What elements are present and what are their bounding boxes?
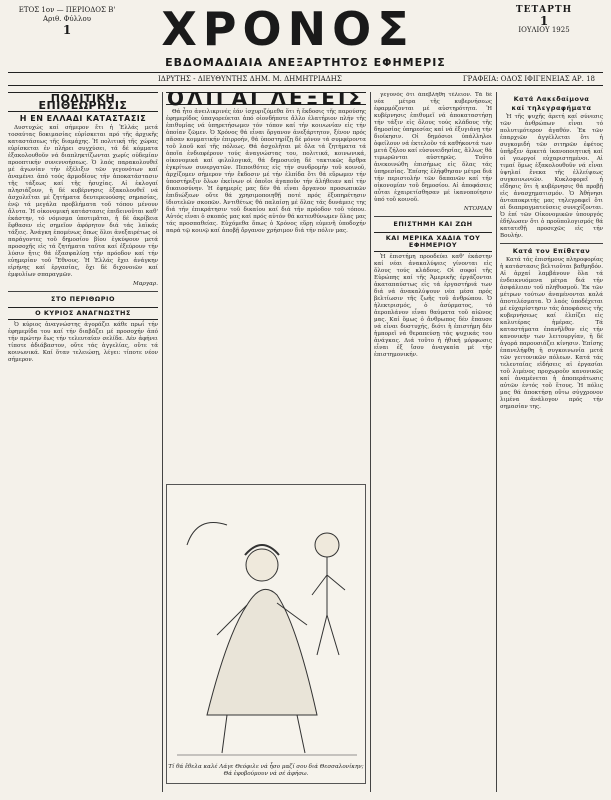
article-body: Ἡ τῆς ψυχῆς ἀρετή καί σύνεσις τῶν ἀνθρώπων εἶναι τό πολυτιμότερον ἀγαθόν. Ἐκ τῶν ἐπαρχιῶν ἀγγέλλεται ὅτι ἡ συγκομιδή τῶν σιτηρῶν ἐφέτος ὑπῆρξεν ἀρκετά ἱκανοποιητική καί οἱ γεωργοί εὐχαριστημένοι. Αἱ τιμαί ὅμως ἐξακολουθοῦν νά εἶναι ὑψηλαί ἕνεκα τῆς ἐλλείψεως συγκοινωνιῶν. Κυκλοφορεῖ ἡ εἴδησις ὅτι ἡ κυβέρνησις θά προβῇ εἰς ἀνασχηματισμόν. Ὁ Ἀθήνησι ἀνταποκριτής μας τηλεγραφεῖ ὅτι αἱ διαπραγματεύσεις συνεχίζονται. Ὁ ἐπί τῶν Οἰκονομικῶν ὑπουργός ἐδήλωσεν ὅτι ὁ προϋπολογισμός θά κατατεθῇ προσεχῶς εἰς τήν Βουλήν. xyxy=(500,114,603,239)
issue-label: Αριθ. Φύλλου xyxy=(43,15,91,23)
article-signature: Μαργαρ. xyxy=(133,281,158,287)
month-year: ΙΟΥΛΙΟΥ 1925 xyxy=(518,26,570,34)
day-number: 1 xyxy=(539,14,549,28)
section-title-epithetan: Κατά τον Επίθεταν xyxy=(512,247,591,255)
column-telegrams xyxy=(500,92,603,792)
section-title-political-review: ΠΟΛΙΤΙΚΗ ΕΠΙΘΕΩΡΗΣΙΣ xyxy=(8,92,158,112)
article-body: γεγονός ὅτι ἀπεβλήθη τέλειον. Τά δέ νέα μέτρα τῆς κυβερνήσεως ἐφαρμόζονται μέ αὐστηρότητα. Ἡ κυβέρνησις ἐπιθυμεῖ νά ἀποκαταστήσῃ τήν τάξιν εἰς ὅλους τούς κλάδους τῆς δημοσίας ὑπηρεσίας καί νά ἐξυγιάνῃ τήν διοίκησιν. Οἱ δημόσιοι ὑπάλληλοι ὀφείλουν νά ἐκτελοῦν τά καθήκοντά των μετά ζήλου καί εὐσυνειδησίας, ἄλλως θά τιμωρῶνται αὐστηρῶς. Τοῦτο ἀνεκοινώθη ἐπισήμως εἰς ὅλας τάς ὑπηρεσίας. Ἐπίσης ἐλήφθησαν μέτρα διά τήν περιστολήν τῶν δαπανῶν καί τήν οἰκονομίαν τοῦ δημοσίου. Αἱ ἀποφάσεις αὗται ἐχαιρετίσθησαν μέ ἱκανοποίησιν ὑπό τοῦ κοινοῦ. xyxy=(374,92,492,203)
founder-director: ΙΔΡΥΤΗΣ - ΔΙΕΥΘΥΝΤΗΣ ΔΗΜ. Μ. ΔΗΜΗΤΡΙΑΔΗΣ xyxy=(158,75,342,83)
article-title-situation: Η ΕΝ ΕΛΛΑΔΙ ΚΑΤΑΣΤΑΣΙΣ xyxy=(19,114,147,123)
article-title-science: ΚΑΙ ΜΕΡΙΚΑ ΧΑΔΙΑ ΤΟΥ ΕΦΗΜΕΡΙΟΥ xyxy=(374,232,492,252)
article-body: Ὁ κύριος ἀναγνώστης ἀγοράζει κάθε πρωΐ τήν ἐφημερίδα του καί τήν διαβάζει μέ προσοχήν ἀπό τήν πρώτην ἕως τήν τελευταίαν σελίδα. Δέν ἀφήνει τίποτε ἀδιάβαστον, οὔτε τάς ἀγγελίας, οὔτε τά κοινωνικά. Καί ὅταν τελειώσῃ, λέγει: τίποτε νέον σήμερον. xyxy=(8,322,158,363)
section-title-telegrams: Κατά Λακεδαίμονα xyxy=(513,95,590,103)
divider xyxy=(374,216,492,217)
article-body: Κατά τάς ἐπισήμους πληροφορίας ἡ κατάστασις βελτιοῦται βαθμηδόν. Αἱ ἀρχαί λαμβάνουν ὅλα τά ἐνδεικνυόμενα μέτρα διά τήν ἀσφάλειαν τοῦ πληθυσμοῦ. Ἐκ τῶν μέτρων τούτων ἀναμένονται καλά ἀποτελέσματα. Ὁ λαός ὑποδέχεται μέ εὐχαρίστησιν τάς ἀποφάσεις τῆς κυβερνήσεως καί ἐλπίζει εἰς καλυτέρας ἡμέρας. Τά καταστήματα ἐπανῆλθον εἰς τήν κανονικήν των λειτουργίαν, ἡ δέ ἀγορά παρουσιάζει κίνησιν. Ἐπίσης ἐπανελήφθη ἡ συγκοινωνία μετά τῶν γειτονικῶν πόλεων. Κατά τάς τελευταίας εἰδήσεις αἱ ἐργασίαι τοῦ λιμένος προχωροῦν κανονικῶς καί ἀναμένεται ἡ ἀποπεράτωσις αὐτῶν ἐντός τοῦ ἔτους. Ἡ πόλις μας θά ἀποκτήσῃ οὕτω σύγχρονον λιμένα ἀνάλογον πρός τήν σημασίαν της. xyxy=(500,257,603,410)
divider xyxy=(8,291,158,292)
editorial-title: ΟΛΙΓΑΙ ΛΕΞΕΙΣ xyxy=(166,92,366,110)
editorial-body: Θά ἦτο ἀνειλικρινές ἐάν ἰσχυριζόμεθα ὅτι ἡ ἔκδοσις τῆς παρούσης ἐφημερίδος ὑπαγορεύεται ἀπό οἰονδήποτε ἄλλο ἐλατήριον πλήν τῆς ἐπιθυμίας νά ὑπηρετήσωμεν τόν τόπον καί τήν κοινωνίαν εἰς τήν ὁποίαν ζῶμεν. Ὁ Χρόνος θά εἶναι ὄργανον ἀνεξάρτητον, ξένον πρός πᾶσαν κομματικήν ἐπιρροήν, θά ὑποστηρίζῃ δέ μόνον τά συμφέροντα τοῦ λαοῦ καί τῆς πόλεως. Θά ἀσχολῆται μέ ὅλα τά ζητήματα τά ὁποῖα ἐνδιαφέρουν τούς ἀναγνώστας του, πολιτικά, κοινωνικά, οἰκονομικά καί φιλολογικά, θά δημοσιεύῃ δέ τακτικῶς ἄρθρα ἐγκρίτων συνεργατῶν. Πεποιθότες εἰς τήν συνδρομήν τοῦ κοινοῦ, ἀρχίζομεν σήμερον τήν ἔκδοσιν μέ τήν ἐλπίδα ὅτι θά εὕρωμεν τήν ὑποστήριξιν ὅλων ἐκείνων οἱ ὁποῖοι ἀγαποῦν τήν ἀλήθειαν καί τήν δικαιοσύνην. Ἡ ἐφημερίς μας δέν θά εἶναι ὄργανον προσωπικῶν ἐπιδιώξεων οὔτε θά χρησιμοποιηθῇ ποτέ πρός ἐξυπηρέτησιν ἰδιοτελῶν σκοπῶν. Ἀντιθέτως θά παλαίσῃ μέ ὅλας τάς δυνάμεις της διά τήν ἐπικράτησιν τοῦ δικαίου καί διά τήν πρόοδον τοῦ τόπου. Αὐτός εἶναι ὁ σκοπός μας καί πρός αὐτόν θά κατευθύνωμεν ὅλας μας τάς προσπαθείας. Εὐχόμεθα ὅπως ὁ Χρόνος εὕρῃ εὐμενῆ ὑποδοχήν παρά τῷ κοινῷ καί ἀποβῇ ὄργανον χρήσιμον διά τήν πόλιν μας. xyxy=(166,109,366,234)
column-news xyxy=(374,92,492,792)
masthead xyxy=(8,4,603,64)
date-info-right xyxy=(489,6,599,35)
newspaper-page xyxy=(8,4,603,796)
issue-info-left xyxy=(12,6,122,35)
info-line xyxy=(8,72,603,86)
column-rule xyxy=(496,92,497,792)
newspaper-subtitle: ΕΒΔΟΜΑΔΙΑΙΑ ΑΝΕΞΑΡΤΗΤΟΣ ΕΦΗΜΕΡΙΣ xyxy=(165,56,446,69)
caricature-caption: Τί θά ἔθελα καλέ Λάγε Θεόφιλε νά ἦσο μαζί σου διά Θεσσαλονίκην; Θά ἐφοβούμουν νά σέ ἀφήσω. xyxy=(168,764,364,777)
section-title-science: ΕΠΙΣΤΗΜΗ ΚΑΙ ΖΩΗ xyxy=(393,220,473,228)
article-title-reader: Ο ΚΥΡΙΟΣ ΑΝΑΓΝΩΣΤΗΣ xyxy=(8,307,158,320)
section-subtitle-telegrams: καί τηλεγραφήματα xyxy=(511,104,592,112)
year-period: ΕΤΟΣ 1ον — ΠΕΡΙΟΔΟΣ Β' xyxy=(18,6,116,14)
caricature-drawing xyxy=(167,485,365,763)
column-political-review xyxy=(8,92,158,792)
article-signature: ΝΤΟΡΙΑΝ xyxy=(463,206,492,212)
column-rule xyxy=(162,92,163,792)
weekday: ΤΕΤΑΡΤΗ xyxy=(515,5,573,15)
section-title-margin: ΣΤΟ ΠΕΡΙΘΩΡΙΟ xyxy=(51,295,115,303)
divider xyxy=(500,243,603,244)
caricature-illustration xyxy=(166,484,366,784)
newspaper-title: ΧΡΟΝΟΣ xyxy=(161,2,415,56)
article-body: Ἡ ἐπιστήμη προοδεύει καθ' ἑκάστην καί νέαι ἀνακαλύψεις γίνονται εἰς ὅλους τούς κλάδους. Οἱ σοφοί τῆς Εὐρώπης καί τῆς Ἀμερικῆς ἐργάζονται ἀκαταπαύστως εἰς τά ἐργαστήριά των διά νά ἀνακαλύψουν νέα μέσα πρός βελτίωσιν τῆς ζωῆς τοῦ ἀνθρώπου. Ὁ ἠλεκτρισμός, ὁ ἀσύρματος, τό ἀεροπλάνον εἶναι θαύματα τοῦ αἰῶνος μας. Καί ὅμως ὁ ἄνθρωπος δέν ἔπαυσε νά εἶναι δυστυχής, διότι ἡ ἐπιστήμη δέν ἠμπορεῖ νά θεραπεύσῃ τάς ψυχικάς του ἀνάγκας. Διά τοῦτο ἡ ἠθική μόρφωσις εἶναι ἐξ ἴσου ἀναγκαία μέ τήν ἐπιστημονικήν. xyxy=(374,254,492,358)
office-address: ΓΡΑΦΕΙΑ: ΟΔΟΣ ΙΦΙΓΕΝΕΙΑΣ ΑΡ. 18 xyxy=(462,75,595,83)
column-rule xyxy=(370,92,371,792)
issue-number: 1 xyxy=(62,23,72,37)
article-body: Δυστυχώς καί σήμερον ἔτι ἡ Ἑλλάς μετά τοσαύτας δοκιμασίας εὑρίσκεται πρό τῆς ἀρχικῆς καταστάσεως τῆς διαμάχης. Ἡ πολιτική τῆς χώρας εὑρίσκεται ἐν πλήρει συγχύσει, τά δέ κόμματα ἐξακολουθοῦν νά διαπληκτίζωνται χωρίς οὐδεμίαν προοπτικήν συνεννοήσεως. Ὁ λαός παρακολουθεῖ μέ ἀγωνίαν τήν ἐξέλιξιν τῶν γεγονότων καί ἀναμένει ἀπό τούς ἀρμοδίους τήν ἀποκατάστασιν τῆς τάξεως καί τῆς ἡσυχίας. Αἱ ἐκλογαί πλησιάζουν, ἡ δέ κυβέρνησις ἐξακολουθεῖ νά ἀσχολεῖται μέ ζητήματα δευτερευούσης σημασίας, ἐνῷ τά μεγάλα προβλήματα τοῦ τόπου μένουν ἄλυτα. Ἡ οἰκονομική κατάστασις ἐπιδεινοῦται καθ' ἑκάστην, τό νόμισμα ὑποτιμᾶται, ἡ δέ ἀκρίβεια ἔφθασεν εἰς σημεῖον ἀφόρητον διά τάς λαϊκάς τάξεις. Ἀνάγκη ἐπομένως ὅπως ὅλοι ἀνεξαιρέτως οἱ παράγοντες τοῦ δημοσίου βίου ἐγκύψουν μετά προσοχῆς εἰς τά ζητήματα ταῦτα καί ἐξεύρουν τήν λύσιν ἥτις θά ἐξασφαλίσῃ τήν πρόοδον καί τήν εὐημερίαν τοῦ Ἔθνους. Ἡ Ἑλλάς ἔχει ἀνάγκην εἰρήνης καί ἐργασίας, ὄχι δέ διχονοιῶν καί ἐμφυλίων σπαραγμῶν. xyxy=(8,125,158,278)
